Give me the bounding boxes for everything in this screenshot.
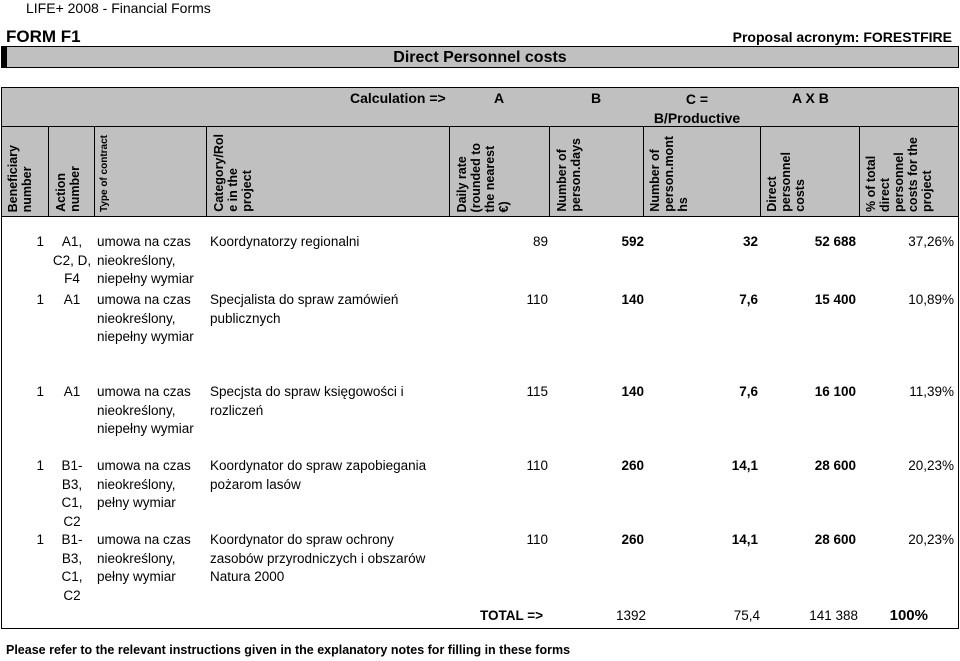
- col-header-rate: Daily rate (rounded to the nearest €): [455, 142, 511, 212]
- cell-rate: 110: [526, 458, 548, 473]
- cell-costs: 28 600: [814, 532, 856, 547]
- cell-pct: 10,89%: [908, 292, 954, 307]
- cell-action: B1- B3, C1, C2: [61, 458, 83, 529]
- cell-pct: 37,26%: [908, 234, 954, 249]
- calc-axb: A X B: [792, 90, 829, 106]
- cell-contract: umowa na czas nieokreślony, niepełny wymiar: [97, 234, 194, 286]
- cell-contract: umowa na czas nieokreślony, niepełny wymiar: [97, 384, 194, 436]
- cell-beneficiary: 1: [36, 292, 44, 307]
- cell-action: A1: [63, 292, 81, 307]
- cell-action: A1: [63, 384, 81, 399]
- column-divider: [449, 127, 450, 216]
- total-label: TOTAL =>: [480, 608, 544, 623]
- col-header-months: Number of person.mont hs: [648, 136, 690, 212]
- cell-action: A1, C2, D, F4: [52, 234, 92, 286]
- total-pct: 100%: [889, 607, 928, 624]
- cell-days: 592: [621, 234, 644, 249]
- cell-category: Specjalista do spraw zamówień publicznych: [210, 292, 399, 326]
- column-divider: [206, 127, 207, 216]
- cell-months: 32: [742, 234, 758, 249]
- cell-pct: 11,39%: [909, 384, 954, 399]
- cell-months: 14,1: [731, 532, 758, 547]
- col-header-costs: Direct personnel costs: [765, 152, 807, 212]
- col-header-days: Number of person.days: [555, 138, 583, 212]
- column-divider: [859, 127, 860, 216]
- cell-beneficiary: 1: [36, 384, 44, 399]
- column-divider: [549, 127, 550, 216]
- cell-beneficiary: 1: [36, 532, 44, 547]
- footnote: Please refer to the relevant instructions given in the explanatory notes for filling in these forms: [6, 643, 571, 657]
- column-header-row: [2, 127, 958, 216]
- section-title: Direct Personnel costs: [393, 49, 567, 66]
- cell-action: B1- B3, C1, C2: [61, 532, 83, 603]
- cell-days: 140: [621, 292, 644, 307]
- cell-contract: umowa na czas nieokreślony, pełny wymiar: [97, 532, 191, 584]
- form-title: FORM F1: [6, 27, 81, 46]
- total-months: 75,4: [733, 608, 760, 623]
- cell-pct: 20,23%: [908, 532, 954, 547]
- cell-category: Koordynatorzy regionalni: [210, 234, 360, 249]
- cell-contract: umowa na czas nieokreślony, niepełny wymiar: [97, 292, 194, 344]
- proposal-acronym: Proposal acronym: FORESTFIRE: [732, 29, 952, 45]
- cell-days: 140: [621, 384, 644, 399]
- cell-beneficiary: 1: [36, 234, 44, 249]
- calculation-label: Calculation =>: [350, 90, 446, 106]
- cell-days: 260: [621, 458, 644, 473]
- cell-rate: 115: [526, 384, 548, 399]
- section-header-band: [1, 46, 959, 68]
- calculation-row: [2, 88, 958, 127]
- calc-b: B: [591, 90, 602, 106]
- cell-months: 7,6: [739, 384, 758, 399]
- calc-c: C = B/Productive: [653, 91, 741, 126]
- cell-contract: umowa na czas nieokreślony, pełny wymiar: [97, 458, 191, 510]
- cell-costs: 52 688: [814, 234, 856, 249]
- column-divider: [94, 127, 95, 216]
- total-days: 1392: [615, 608, 646, 623]
- cell-category: Koordynator do spraw ochrony zasobów przyrodniczych i obszarów Natura 2000: [210, 532, 426, 584]
- column-divider: [643, 127, 644, 216]
- cell-pct: 20,23%: [908, 458, 954, 473]
- cell-months: 7,6: [739, 292, 758, 307]
- column-divider: [760, 127, 761, 216]
- cell-category: Koordynator do spraw zapobiegania pożarom lasów: [210, 458, 427, 492]
- total-row: [2, 606, 958, 628]
- col-header-pct: % of total direct personnel costs for the project: [864, 136, 934, 212]
- cell-rate: 110: [526, 532, 548, 547]
- cell-costs: 16 100: [814, 384, 856, 399]
- col-header-action: Action number: [54, 166, 82, 212]
- col-header-contract: Type of contract: [99, 134, 110, 212]
- cell-rate: 110: [526, 292, 548, 307]
- cell-days: 260: [621, 532, 644, 547]
- cell-rate: 89: [532, 234, 548, 249]
- cell-months: 14,1: [731, 458, 758, 473]
- window-title: LIFE+ 2008 - Financial Forms: [26, 0, 211, 16]
- col-header-category: Category/Rol e in the project: [212, 134, 254, 212]
- total-costs: 141 388: [809, 608, 858, 623]
- cell-beneficiary: 1: [36, 458, 44, 473]
- cell-category: Specjsta do spraw księgowości i rozliczeń: [210, 384, 404, 418]
- cell-costs: 28 600: [814, 458, 856, 473]
- header-divider: [1, 216, 959, 217]
- col-header-beneficiary: Beneficiary number: [6, 144, 34, 212]
- cell-costs: 15 400: [814, 292, 856, 307]
- column-divider: [48, 127, 49, 216]
- calc-a: A: [494, 90, 505, 106]
